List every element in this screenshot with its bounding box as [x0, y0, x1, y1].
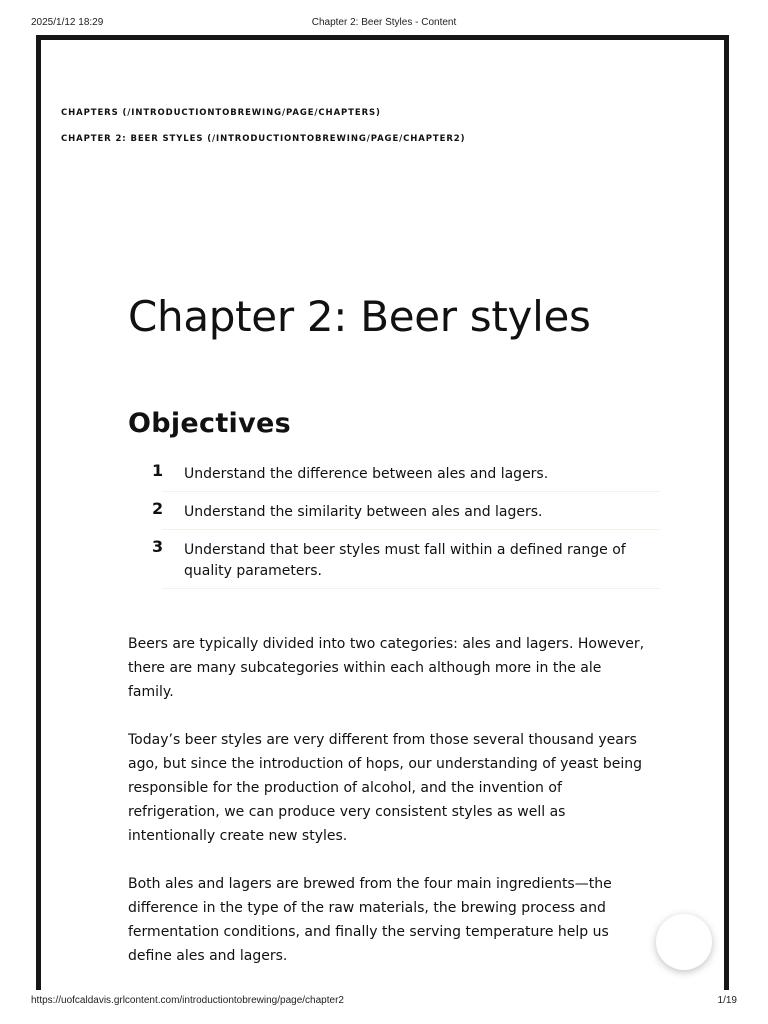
objective-divider [162, 529, 660, 530]
print-page-title: Chapter 2: Beer Styles - Content [311, 17, 457, 28]
breadcrumb-chapter-2[interactable]: CHAPTER 2: BEER STYLES (/INTRODUCTIONTOBREWING/PAGE/CHAPTER2) [61, 134, 466, 144]
print-header [0, 17, 768, 31]
objectives-heading: Objectives [128, 408, 291, 439]
objectives-list [128, 461, 648, 589]
print-url: https://uofcaldavis.grlcontent.com/introductiontobrewing/page/chapter2 [31, 995, 344, 1006]
chapter-title: Chapter 2: Beer styles [128, 292, 591, 341]
print-datetime: 2025/1/12 18:29 [31, 17, 104, 28]
paragraph-ingredients: Both ales and lagers are brewed from the four main ingredients—the difference in the type of the raw materials, the brewing process and fermentation conditions, and finally the serving temperature help us define ales and lagers. [128, 876, 612, 964]
objective-text: Understand the similarity between ales and lagers. [184, 504, 543, 520]
paragraph-history: Today’s beer styles are very different from those several thousand years ago, but since the introduction of hops, our understanding of yeast being responsible for the production of alcohol, and the invention of refrigeration, we can produce very consistent styles as well as intentionally create new styles. [128, 732, 643, 844]
objective-text: Understand the difference between ales and lagers. [184, 466, 549, 482]
objective-number: 1 [152, 461, 164, 480]
objective-number: 3 [152, 537, 164, 556]
print-page-number: 1/19 [717, 995, 737, 1006]
print-footer [0, 995, 768, 1009]
objective-item [128, 461, 648, 492]
objective-text: Understand that beer styles must fall within a defined range of quality parameters. [184, 542, 626, 579]
content-frame [36, 35, 729, 990]
objective-number: 2 [152, 499, 164, 518]
floating-action-button[interactable] [656, 914, 712, 970]
breadcrumb-chapters[interactable]: CHAPTERS (/INTRODUCTIONTOBREWING/PAGE/CHAPTERS) [61, 108, 381, 118]
objective-divider [162, 588, 660, 589]
objective-divider [162, 491, 660, 492]
objective-item [128, 499, 648, 530]
paragraph-categories: Beers are typically divided into two categories: ales and lagers. However, there are many subcategories within each although more in the ale family. [128, 636, 645, 700]
objective-item [128, 537, 648, 589]
